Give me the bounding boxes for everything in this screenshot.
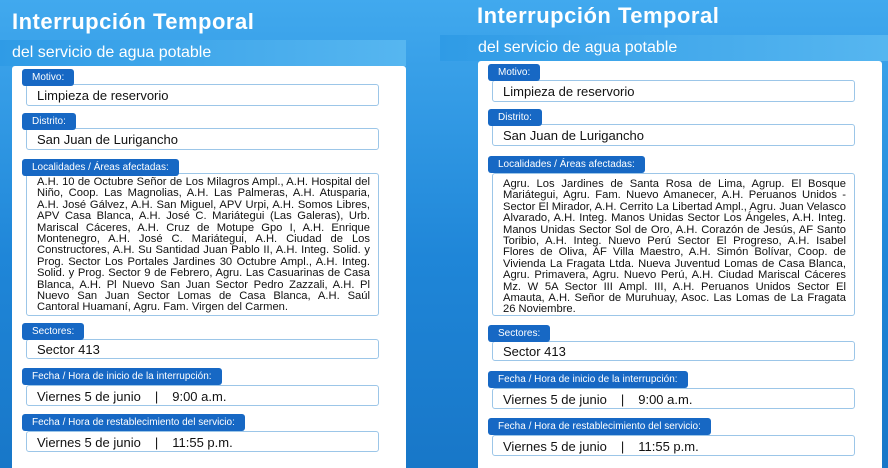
restablecimiento-label: Fecha / Hora de restablecimiento del servicio: [22,414,245,431]
restablecimiento-separator: | [154,435,159,450]
inicio-date: Viernes 5 de junio [503,392,607,407]
inicio-field [22,368,379,408]
inicio-time: 9:00 a.m. [172,389,227,404]
sectores-field [488,325,855,363]
notice-title: Interrupción Temporal [477,3,720,28]
sectores-value: Sector 413 [26,339,379,359]
restablecimiento-time: 11:55 p.m. [638,439,699,454]
inicio-separator: | [620,392,625,407]
restablecimiento-value [492,435,855,456]
restablecimiento-value [26,431,379,452]
sectores-field [22,323,379,361]
inicio-date: Viernes 5 de junio [37,389,141,404]
motivo-label: Motivo: [22,69,74,86]
localidades-label: Localidades / Áreas afectadas: [488,156,645,173]
notice-panel-left [0,0,440,468]
localidades-value: A.H. 10 de Octubre Señor de Los Milagros Ampl., A.H. Hospital del Niño, Coop. Las Magnolias, A.H. Las Palmeras, A.H. Atusparia, A.H. José Gálvez, A.H. San Miguel, APV Urpi, A.H. Somos Libres, APV Casa Blanca, A.H. José C. Mariátegui (Las Galeras), Urb. Mariscal Cáceres, A.H. Cruz de Motupe Gpo I, A.H. Enrique Montenegro, A.H. José C. Mariátegui, A.H. Ciudad de Los Constructores, A.H. Su Santidad Juan Pablo II, A.H. Integ. Solid. y Prog. Sector Los Portales Jardines 30 Octubre Ampl., A.H. Integ. Solid. y Prog. Sector 9 de Febrero, Agru. Las Casuarinas de Casa Blanca, A.H. Pl Nuevo San Juan Sector Pedro Zazzali, A.H. Pl Nuevo San Juan Sector Lomas de Casa Blanca, A.H. Saúl Cantoral Huamaní, Agru. Fam. Virgen del Carmen. [26,173,379,316]
inicio-field [488,371,855,411]
motivo-value: Limpieza de reservorio [492,80,855,102]
sectores-value: Sector 413 [492,341,855,361]
distrito-label: Distrito: [22,113,76,130]
sectores-label: Sectores: [488,325,550,342]
distrito-field [488,109,855,147]
localidades-value: Agru. Los Jardines de Santa Rosa de Lima, Agrup. El Bosque Mariátegui, Agru. Fam. Nuevo Amanecer, A.H. Peruanos Unidos - Sector El Mirador, A.H. Cerrito La Libertad Ampl., Agru. Juan Velasco Alvarado, A.H. Integ. Manos Unidas Sector Los Ángeles, A.H. Integ. Manos Unidas Sector Sol de Oro, A.H. Corazón de Jesús, AF Santo Toribio, A.H. Integ. Nuevo Perú Sector El Progreso, A.H. Isabel Flores de Oliva, AF Villa Maestro, A.H. Simón Bolívar, Coop. de Vivienda La Fragata Ltda. Nueva Juventud Lomas de Casa Blanca, Agru. Primavera, Agru. Nuevo Perú, A.H. Ciudad Mariscal Cáceres Mz. W 5A Sector III Ampl. III, A.H. Peruanos Unidos Sector El Amauta, A.H. Señor de Muruhuay, Asoc. Las Lomas de La Fragata 26 Noviembre. [492,173,855,316]
restablecimiento-separator: | [620,439,625,454]
notice-subtitle: del servicio de agua potable [440,35,888,61]
restablecimiento-time: 11:55 p.m. [172,435,233,450]
restablecimiento-label: Fecha / Hora de restablecimiento del servicio: [488,418,711,435]
notice-panel-right [440,0,888,468]
notice-card [12,66,406,468]
localidades-label: Localidades / Áreas afectadas: [22,159,179,176]
restablecimiento-field [22,414,379,454]
notice-card [478,61,882,468]
motivo-field [488,64,855,102]
inicio-separator: | [154,389,159,404]
motivo-field [22,69,379,107]
notice-title: Interrupción Temporal [12,9,255,34]
inicio-time: 9:00 a.m. [638,392,693,407]
restablecimiento-field [488,418,855,458]
distrito-value: San Juan de Lurigancho [492,124,855,146]
restablecimiento-date: Viernes 5 de junio [503,439,607,454]
inicio-label: Fecha / Hora de inicio de la interrupción: [488,371,688,388]
restablecimiento-date: Viernes 5 de junio [37,435,141,450]
notice-subtitle: del servicio de agua potable [0,40,406,66]
distrito-value: San Juan de Lurigancho [26,128,379,150]
localidades-field [488,156,855,316]
sectores-label: Sectores: [22,323,84,340]
distrito-label: Distrito: [488,109,542,126]
localidades-field [22,159,379,319]
inicio-value [492,388,855,409]
inicio-label: Fecha / Hora de inicio de la interrupción: [22,368,222,385]
motivo-value: Limpieza de reservorio [26,84,379,106]
motivo-label: Motivo: [488,64,540,81]
distrito-field [22,113,379,151]
inicio-value [26,385,379,406]
